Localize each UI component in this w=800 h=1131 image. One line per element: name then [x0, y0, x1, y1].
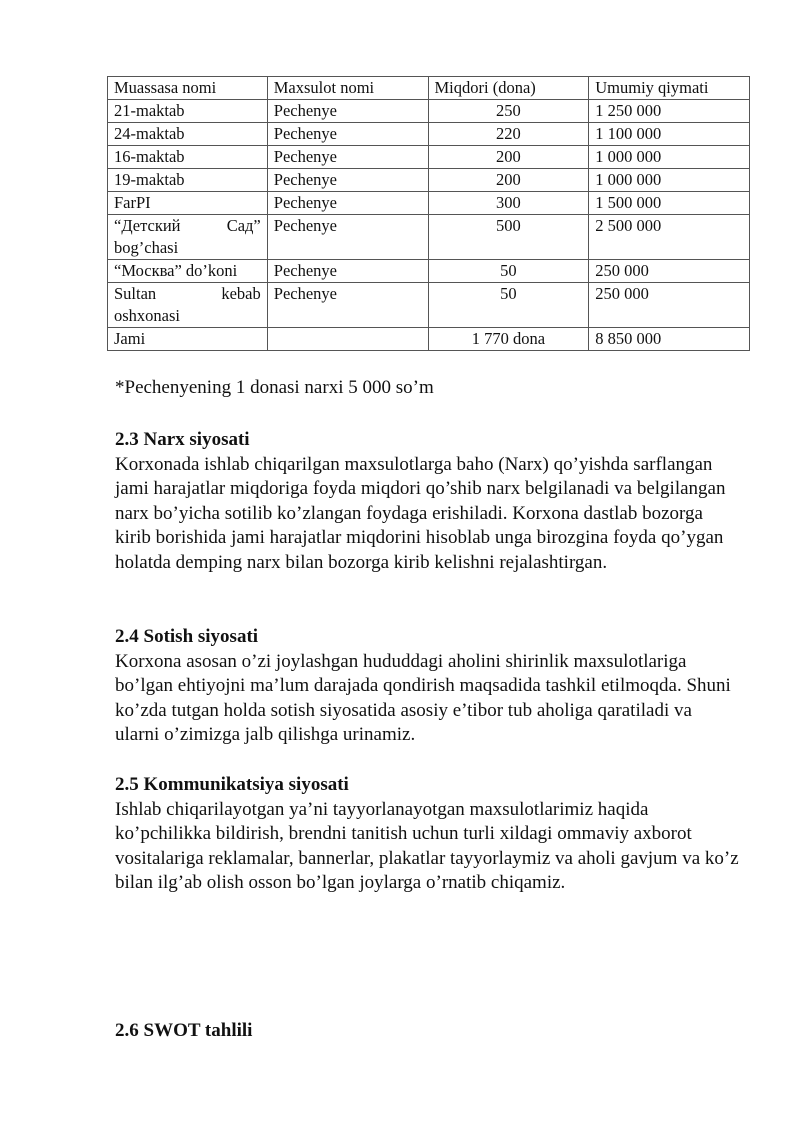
table-row	[108, 169, 750, 192]
product-cell: Pechenye	[267, 123, 428, 146]
section-heading: 2.3 Narx siyosati	[115, 429, 250, 450]
institution-cell: 24-maktab	[108, 123, 268, 146]
table-row	[108, 100, 750, 123]
product-cell: Pechenye	[267, 169, 428, 192]
quantity-cell: 500	[428, 215, 589, 260]
quantity-cell: 220	[428, 123, 589, 146]
section-sales-policy	[115, 625, 740, 748]
price-note: *Pechenyening 1 donasi narxi 5 000 so’m	[115, 377, 434, 398]
institution-cell: “Москва” do’koni	[108, 260, 268, 283]
product-cell: Pechenye	[267, 100, 428, 123]
institution-cell: 19-maktab	[108, 169, 268, 192]
institution-cell: 21-maktab	[108, 100, 268, 123]
table-header-row	[108, 77, 750, 100]
total-label-cell: Jami	[108, 328, 268, 351]
quantity-cell: 50	[428, 283, 589, 328]
section-price-policy	[115, 428, 740, 575]
table-row	[108, 260, 750, 283]
total-empty-cell	[267, 328, 428, 351]
value-cell: 1 000 000	[589, 146, 750, 169]
value-cell: 2 500 000	[589, 215, 750, 260]
header-institution: Muassasa nomi	[108, 77, 268, 100]
section-body: Korxona asosan o’zi joylashgan hududdagi aholini shirinlik maxsulotlariga bo’lgan ehtiyojni ma’lum darajada qondirish maqsadida tashkil etilmoqda. Shuni ko’zda tutgan holda sotish siyosatida asosiy e’tibor tub aholiga qaratiladi va ularni o’zimizga jalb qilishga urinamiz.	[115, 650, 731, 745]
product-cell: Pechenye	[267, 215, 428, 260]
section-heading: 2.5 Kommunikatsiya siyosati	[115, 774, 349, 795]
table-row	[108, 146, 750, 169]
table-row	[108, 215, 750, 260]
section-communication-policy	[115, 773, 740, 896]
institution-cell: “Детский Сад” bog’chasi	[108, 215, 268, 260]
quantity-cell: 50	[428, 260, 589, 283]
quantity-cell: 200	[428, 146, 589, 169]
sales-table	[107, 76, 750, 351]
total-value-cell: 8 850 000	[589, 328, 750, 351]
value-cell: 1 500 000	[589, 192, 750, 215]
institution-cell: Sultan kebab oshxonasi	[108, 283, 268, 328]
institution-cell: FarPI	[108, 192, 268, 215]
section-swot	[115, 1019, 740, 1044]
value-cell: 1 250 000	[589, 100, 750, 123]
quantity-cell: 200	[428, 169, 589, 192]
value-cell: 250 000	[589, 260, 750, 283]
product-cell: Pechenye	[267, 192, 428, 215]
value-cell: 1 100 000	[589, 123, 750, 146]
product-cell: Pechenye	[267, 146, 428, 169]
header-total-value: Umumiy qiymati	[589, 77, 750, 100]
section-heading: 2.4 Sotish siyosati	[115, 626, 259, 647]
table-row	[108, 283, 750, 328]
header-quantity: Miqdori (dona)	[428, 77, 589, 100]
quantity-cell: 250	[428, 100, 589, 123]
header-product: Maxsulot nomi	[267, 77, 428, 100]
product-cell: Pechenye	[267, 283, 428, 328]
value-cell: 1 000 000	[589, 169, 750, 192]
institution-cell: 16-maktab	[108, 146, 268, 169]
section-body: Korxonada ishlab chiqarilgan maxsulotlarga baho (Narx) qo’yishda sarflangan jami harajatlar miqdoriga foyda miqdori qo’shib narx belgilanadi va belgilangan narx bo’yicha sotilib ko’zlangan foydaga erishiladi. Korxona dastlab bozorga kirib borishida jami harajatlar miqdorini hisoblab unga birozgina foyda qo’ygan holatda demping narx bilan bozorga kirib kelishni rejalashtirgan.	[115, 453, 726, 573]
section-body: Ishlab chiqarilayotgan ya’ni tayyorlanayotgan maxsulotlarimiz haqida ko’pchilikka bildirish, brendni tanitish uchun turli xildagi ommaviy axborot vositalariga reklamalar, bannerlar, plakatlar tayyorlaymiz va aholi gavjum va ko’z bilan ilg’ab olish osson bo’lgan joylarga o’rnatib chiqamiz.	[115, 798, 739, 893]
quantity-cell: 300	[428, 192, 589, 215]
product-cell: Pechenye	[267, 260, 428, 283]
table-total-row	[108, 328, 750, 351]
value-cell: 250 000	[589, 283, 750, 328]
section-heading: 2.6 SWOT tahlili	[115, 1020, 253, 1041]
total-quantity-cell: 1 770 dona	[428, 328, 589, 351]
table-row	[108, 192, 750, 215]
table-row	[108, 123, 750, 146]
